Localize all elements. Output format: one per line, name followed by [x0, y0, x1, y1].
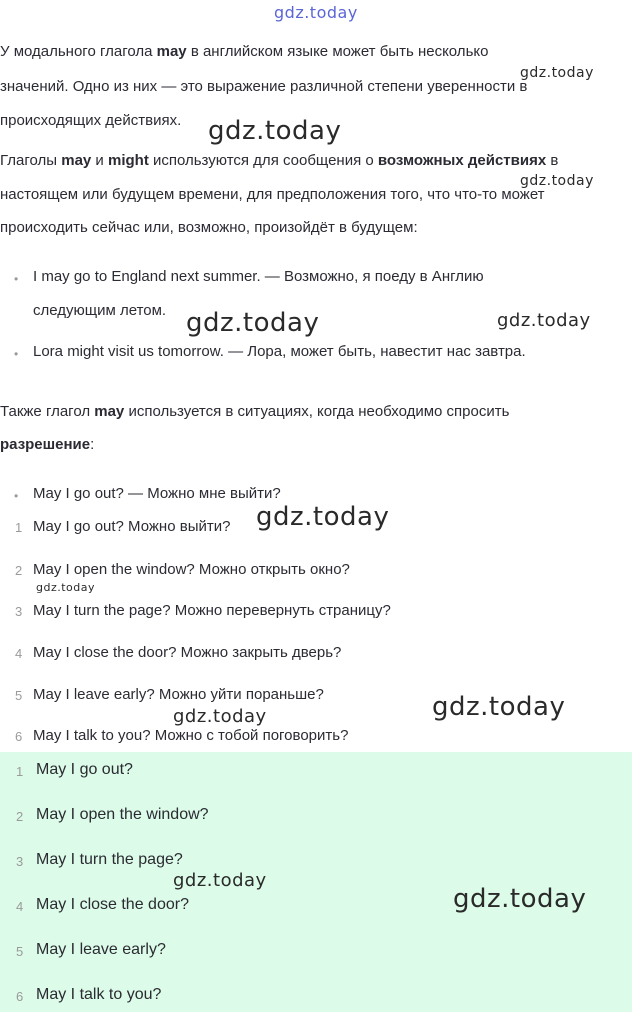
task-item-number: 4: [15, 646, 23, 661]
task-item: May I talk to you? Можно с тобой поговорить?: [33, 727, 349, 744]
task-item: May I close the door? Можно закрыть дверь?: [33, 644, 342, 661]
para2-line-1: Глаголы may и might используются для сообщения о возможных действиях в: [0, 152, 559, 169]
watermark: gdz.today: [186, 308, 320, 338]
watermark: gdz.today: [453, 884, 587, 914]
watermark: gdz.today: [497, 310, 591, 331]
para3-line-2: разрешение:: [0, 436, 95, 453]
watermark: gdz.today: [173, 706, 267, 727]
intro-line-3: происходящих действиях.: [0, 112, 182, 129]
task-item: May I open the window? Можно открыть окно?: [33, 561, 350, 578]
answer-item: May I open the window?: [36, 806, 209, 823]
task-item-number: 2: [15, 563, 23, 578]
watermark: gdz.today: [208, 116, 342, 146]
answer-box: [0, 752, 632, 1012]
task-item-number: 1: [15, 520, 23, 535]
task-item-number: 3: [15, 604, 23, 619]
answer-number: 4: [16, 899, 24, 914]
answer-number: 5: [16, 944, 24, 959]
answer-number: 1: [16, 764, 24, 779]
task-bullet-item: May I go out? — Можно мне выйти?: [33, 485, 281, 502]
watermark: gdz.today: [173, 870, 267, 891]
watermark: gdz.today: [274, 3, 358, 22]
answer-item: May I close the door?: [36, 896, 189, 913]
answer-number: 3: [16, 854, 24, 869]
task-item: May I go out? Можно выйти?: [33, 518, 231, 535]
watermark: gdz.today: [520, 173, 594, 189]
task-item-number: 6: [15, 729, 23, 744]
watermark: gdz.today: [256, 502, 390, 532]
example-1-line-2: следующим летом.: [33, 302, 167, 319]
para3-line-1: Также глагол may используется в ситуациях, когда необходимо спросить: [0, 403, 510, 420]
watermark: gdz.today: [520, 65, 594, 81]
answer-item: May I go out?: [36, 761, 133, 778]
example-2: Lora might visit us tomorrow. — Лора, может быть, навестит нас завтра.: [33, 343, 526, 360]
bullet-icon: •: [14, 347, 19, 361]
watermark: gdz.today: [432, 692, 566, 722]
watermark: gdz.today: [36, 581, 96, 594]
intro-line-1: У модального глагола may в английском языке может быть несколько: [0, 43, 489, 60]
task-item-number: 5: [15, 688, 23, 703]
bullet-icon: •: [14, 272, 19, 286]
intro-line-2: значений. Одно из них — это выражение различной степени уверенности в: [0, 78, 528, 95]
answer-number: 2: [16, 809, 24, 824]
para2-line-2: настоящем или будущем времени, для предположения того, что что-то может: [0, 186, 545, 203]
answer-item: May I turn the page?: [36, 851, 183, 868]
answer-item: May I leave early?: [36, 941, 166, 958]
para2-line-3: происходить сейчас или, возможно, произойдёт в будущем:: [0, 219, 418, 236]
example-1-line-1: I may go to England next summer. — Возможно, я поеду в Англию: [33, 268, 484, 285]
answer-item: May I talk to you?: [36, 986, 162, 1003]
task-item: May I turn the page? Можно перевернуть страницу?: [33, 602, 391, 619]
answer-number: 6: [16, 989, 24, 1004]
task-item: May I leave early? Можно уйти пораньше?: [33, 686, 324, 703]
bullet-icon: •: [14, 489, 19, 503]
